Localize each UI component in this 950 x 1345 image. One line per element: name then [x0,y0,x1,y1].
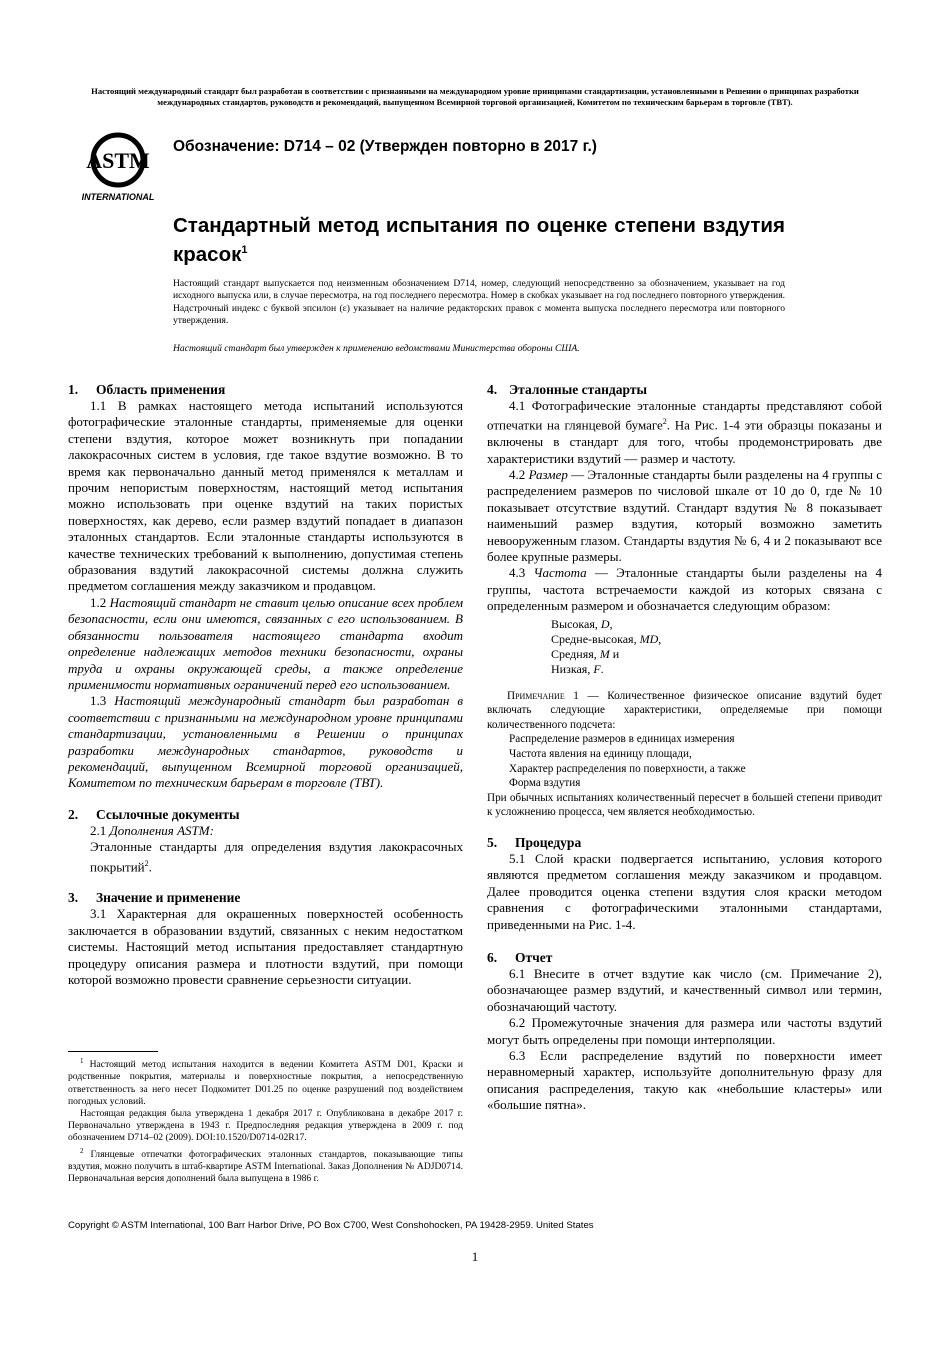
note-1-text: Примечание 1 — Количественное физическое описание вздутий будет включать следующие характеристики, определяемые при помощи количественного подсчета: [487,689,883,731]
frequency-list [487,617,882,677]
note-1 [487,689,882,820]
logo-letters: ASTM [86,148,150,173]
section-2-heading: 2. Ссылочные документы [68,806,240,822]
para-1-2: 1.2 Настоящий стандарт не ставит целью описание всех проблем безопасности, если они имеются, связанных с его использованием. В обязанности пользователя настоящего стандарта входит определение надлежащих методов техники безопасности, охраны труда и охраны окружающей среды, а также определение применимости нормативных ограничений перед его использованием. [68,594,463,692]
footnote-rule [68,1051,158,1052]
para-6-2: 6.2 Промежуточные значения для размера или частоты вздутий могут быть определены при помощи интерполяции. [487,1015,882,1047]
frequency-item: Высокая, D, [551,616,613,631]
document-title [173,213,785,267]
approval-note: Настоящий стандарт был утвержден к применению ведомствами Министерства обороны США. [173,343,580,354]
astm-logo-icon [78,130,158,204]
note-list-item: Частота явления на единицу площади, [509,747,692,760]
para-5-1: 5.1 Слой краски подвергается испытанию, условия которого являются предметом соглашения между заказчиком и продавцом. Далее проводится оценка степени вздутия слоя краски методом сравнения с фотографическими эталонными стандартами, приведенными на Рис. 1-4. [487,850,882,932]
copyright-notice: Copyright © ASTM International, 100 Barr Harbor Drive, PO Box C700, West Conshohocken, PA 19428-2959. United States [68,1220,594,1231]
note-list-item: Распределение размеров в единицах измерения [509,733,735,746]
frequency-item: Низкая, F. [551,661,604,676]
para-2-1: 2.1 Дополнения ASTM: [90,822,214,838]
title-footnote-mark: 1 [241,244,248,256]
section-4-heading: 4. Эталонные стандарты [487,382,648,397]
para-1-1: 1.1 В рамках настоящего метода испытаний используются фотографические эталонные стандарты, применяемые для оценки степени вздутия, которое может возникнуть при попадании лакокрасочных систем в условия, где такое вздутие возможно. В то время как первоначально данный метод применялся к металлам и прочим непористым поверхностям, настоящий метод испытания можно использовать при оценке вздутий на таких пористых поверхностях, как дерево, если размер вздутий попадает в диапазон эталонных стандартов. Если эталонные стандарты используются в качестве технических требований к выполнению, допустимая степень образования вздутий лакокрасочной системы должна служить предметом соглашения между заказчиком и продавцом. [68,398,463,594]
para-1-3: 1.3 Настоящий международный стандарт был разработан в соответствии с признанными на международном уровне принципами стандартизации, установленными в Решении о принципах разработки международных стандартов, руководств и рекомендаций, выпущенном Всемирной торговой организацией, Комитетом по техническим барьерам в торговле (ТВТ). [68,693,464,791]
para-6-1: 6.1 Внесите в отчет вздутие как число (см. Примечание 2), обозначающее размер вздутий, и качественный символ или термин, обозначающий частоту. [487,965,882,1014]
para-4-2: 4.2 Размер — Эталонные стандарты были разделены на 4 группы с распределением размеров по числовой шкале от 10 до 0, где № 10 показывает отсутствие вздутий. Стандарт вздутия № 8 показывает наименьший размер вздутия, который возможно заметить невооруженным глазом. Стандарты вздутия № 6, 4 и 2 показывают все более крупные размеры. [487,466,883,564]
right-column [487,381,882,1114]
para-3-1: 3.1 Характерная для окрашенных поверхностей особенность заключается в образовании вздутий, связанных с неким недостатком системы. Настоящий метод испытания предоставляет стандартную процедуру описания размера и плотности вздутий, при помощи которой возможно провести сравнение серьезности ситуации. [68,906,463,987]
note-list-item: Форма вздутия [509,777,581,790]
frequency-item: Средне-высокая, MD, [551,631,662,646]
page-number: 1 [471,1249,479,1264]
left-column [68,381,463,988]
note-list-item: Характер распределения по поверхности, а также [509,762,746,775]
section-5-heading: 5. Процедура [487,834,582,850]
designation: Обозначение: D714 – 02 (Утвержден повторно в 2017 г.) [173,138,597,155]
footnotes [68,1055,463,1185]
logo-text: INTERNATIONAL [81,192,155,202]
footnote-1b: Настоящая редакция была утверждена 1 декабря 2017 г. Опубликована в декабре 2017 г. Первоначально утверждена в 1943 г. Предпоследняя редакция утверждена в 2009 г. под обозначением D714–02 (2009). DOI:10.1520/D0714-02R17. [68,1108,463,1144]
frequency-item: Средняя, M и [551,646,620,661]
footnote-2: $^2$ Глянцевые отпечатки фотографических эталонных стандартов, показывающие типы вздутия, можно получить в штаб-квартире ASTM International. Заказ Дополнения № ADJD0714. Первоначальная версия дополнений была выпущена в 1986 г. [68,1146,463,1185]
footnote-1: $^1$ Настоящий метод испытания находится в ведении Комитета ASTM D01, Краски и родственные покрытия, материалы и поверхностные покрытия, а непосредственную ответственность за него несет Подкомитет D01.25 по оценке разрушений под воздействием погодных условий. [68,1057,463,1107]
para-4-3: 4.3 Частота — Эталонные стандарты были разделены на 4 группы, частота встречаемости каждой из которых связана с определенным размером и обозначается следующим образом: [487,565,882,614]
intro-paragraph: Настоящий стандарт выпускается под неизменным обозначением D714, номер, следующий непосредственно за обозначением, указывает на год исходного выпуска или, в случае пересмотра, на год последнего пересмотра. Номер в скобках указывает на год последнего повторного утверждения. Надстрочный индекс с буквой эпсилон (ε) указывает на наличие редакторских правок с момента выпуска последнего пересмотра или повторного утверждения. [173,278,785,326]
para-6-3: 6.3 Если распределение вздутий по поверхности имеет неравномерный характер, используйте дополнительную фразу для описания распределения, такую как «небольшие кластеры» или «большие пятна». [487,1048,882,1113]
note-1-tail: При обычных испытаниях количественный пересчет в большей степени приводит к усложнению процесса, чем является необходимостью. [487,791,882,819]
standards-banner: Настоящий международный стандарт был разработан в соответствии с признанными на международном уровне принципами стандартизации, установленными в Решении о принципах разработки международных стандартов, руководств и рекомендаций, выпущенном Всемирной торговой организацией, Комитетом по техническим барьерам в торговле (ТВТ). [91,86,859,107]
section-1-heading: 1. Область применения [68,382,226,397]
para-2-1-text: Эталонные стандарты для определения вздутия лакокрасочных покрытий$^2$. [90,839,463,874]
title-text: Стандартный метод испытания по оценке степени вздутия красок [173,214,785,266]
section-3-heading: 3. Значение и применение [68,890,241,906]
para-4-1: 4.1 Фотографические эталонные стандарты представляют собой отпечатки на глянцевой бумаге$^2$. На Рис. 1-4 эти образцы показаны и включены в стандарт для того, чтобы продемонстрировать две характеристики вздутий — размер и частоту. [487,398,882,466]
section-6-heading: 6. Отчет [487,949,553,965]
note-1-list [487,732,882,790]
astm-logo [78,130,158,204]
